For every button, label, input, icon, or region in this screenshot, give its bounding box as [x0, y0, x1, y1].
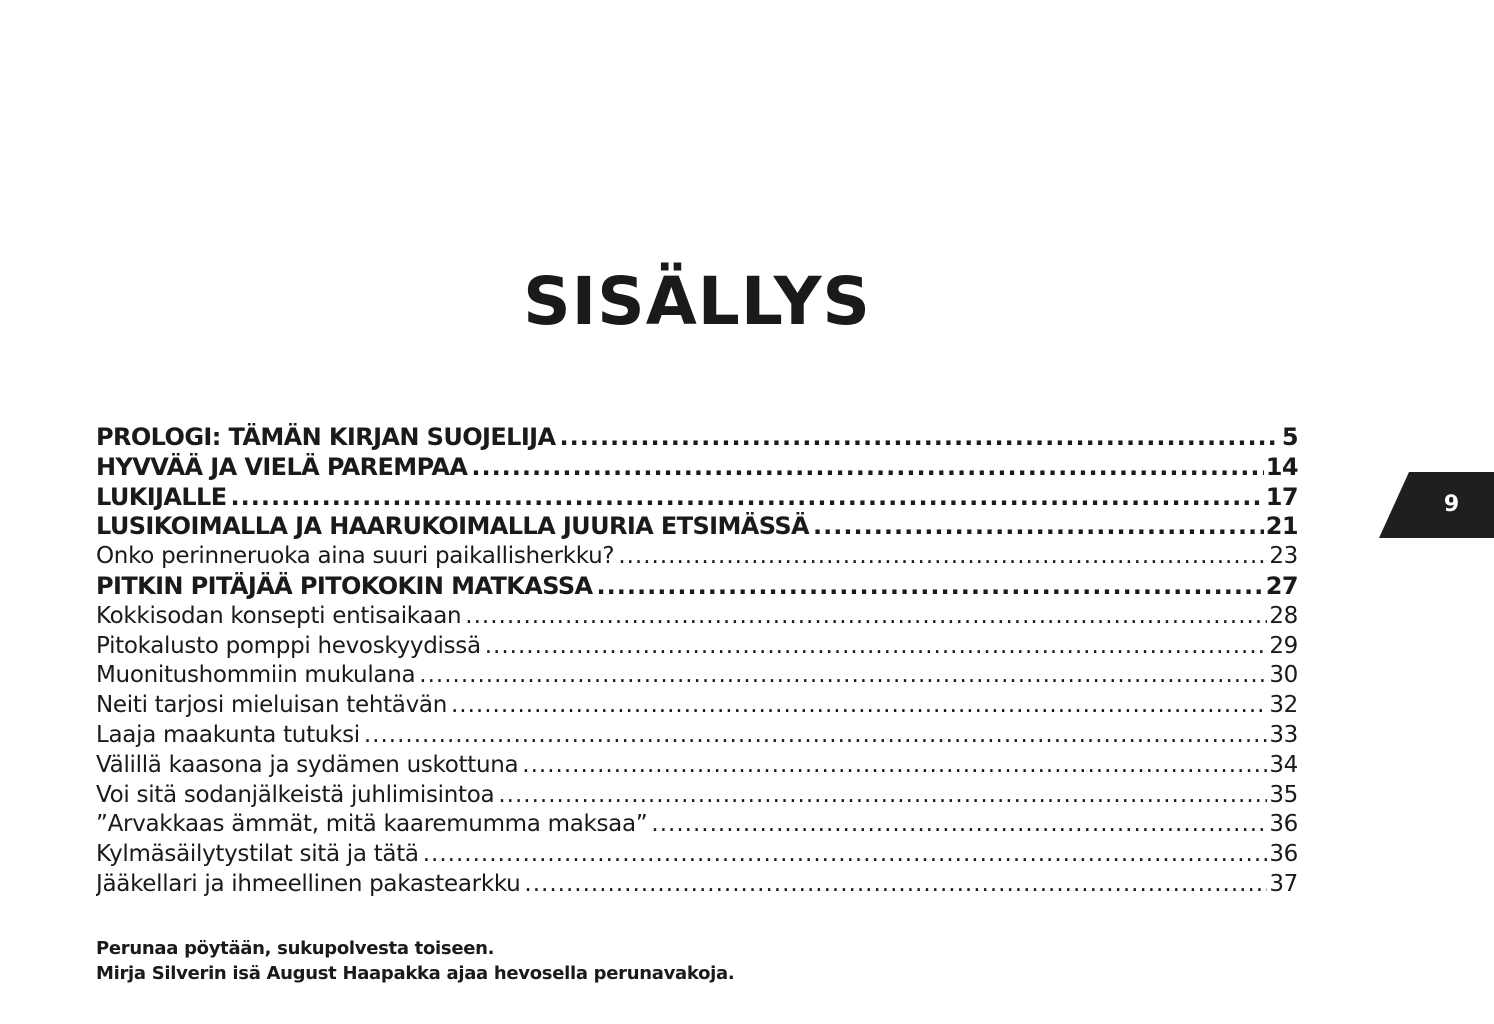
toc-entry-page-number: 36 — [1269, 811, 1298, 838]
toc-entry[interactable] — [96, 721, 1298, 751]
toc-dot-leader — [522, 751, 1267, 781]
toc-entry-title: Välillä kaasona ja sydämen uskottuna — [96, 751, 519, 778]
table-of-contents — [96, 423, 1298, 900]
photo-caption — [96, 936, 734, 986]
toc-entry-page-number: 14 — [1265, 452, 1298, 481]
toc-entry-page-number: 5 — [1281, 423, 1298, 451]
toc-dot-leader — [451, 691, 1267, 721]
toc-entry-title: Onko perinneruoka aina suuri paikallisherkku? — [96, 543, 615, 570]
toc-entry-page-number: 36 — [1269, 841, 1298, 868]
toc-dot-leader — [419, 661, 1267, 691]
toc-entry[interactable] — [96, 751, 1298, 781]
toc-entry[interactable] — [96, 453, 1298, 483]
toc-entry-page-number: 28 — [1269, 602, 1298, 629]
toc-entry-title: Jääkellari ja ihmeellinen pakastearkku — [96, 870, 521, 897]
toc-entry-page-number: 30 — [1269, 662, 1298, 689]
caption-line: Mirja Silverin isä August Haapakka ajaa hevosella perunavakoja. — [96, 963, 735, 984]
toc-dot-leader — [231, 483, 1264, 513]
toc-entry-title: Voi sitä sodanjälkeistä juhlimisintoa — [96, 781, 495, 808]
toc-entry[interactable] — [96, 661, 1298, 691]
toc-dot-leader — [559, 423, 1279, 453]
toc-entry-title: LUSIKOIMALLA JA HAARUKOIMALLA JUURIA ETSIMÄSSÄ — [96, 512, 810, 541]
toc-entry-page-number: 27 — [1265, 571, 1298, 600]
toc-entry[interactable] — [96, 512, 1298, 542]
page-number: 9 — [1443, 492, 1460, 517]
page-title: SISÄLLYS — [523, 263, 871, 340]
toc-entry-title: LUKIJALLE — [96, 482, 227, 511]
toc-dot-leader — [813, 512, 1264, 542]
toc-entry[interactable] — [96, 542, 1298, 572]
toc-entry[interactable] — [96, 423, 1298, 453]
toc-entry-title: Pitokalusto pomppi hevoskyydissä — [96, 632, 481, 659]
toc-entry[interactable] — [96, 602, 1298, 632]
toc-entry[interactable] — [96, 781, 1298, 811]
toc-entry-title: Kylmäsäilytystilat sitä ja tätä — [96, 841, 419, 868]
toc-entry-page-number: 23 — [1269, 543, 1298, 570]
toc-entry-title: PROLOGI: TÄMÄN KIRJAN SUOJELIJA — [96, 423, 556, 451]
toc-entry-page-number: 37 — [1269, 870, 1298, 897]
toc-entry-title: HYVVÄÄ JA VIELÄ PAREMPAA — [96, 452, 468, 481]
toc-dot-leader — [471, 453, 1263, 483]
toc-entry-title: PITKIN PITÄJÄÄ PITOKOKIN MATKASSA — [96, 571, 593, 600]
toc-dot-leader — [596, 572, 1263, 602]
toc-dot-leader — [498, 781, 1267, 811]
toc-entry-title: Laaja maakunta tutuksi — [96, 721, 360, 748]
toc-entry[interactable] — [96, 810, 1298, 840]
toc-entry-title: Kokkisodan konsepti entisaikaan — [96, 602, 462, 629]
toc-entry-page-number: 34 — [1269, 751, 1298, 778]
toc-entry-title: Neiti tarjosi mieluisan tehtävän — [96, 692, 447, 719]
toc-entry-page-number: 17 — [1265, 482, 1298, 511]
toc-entry[interactable] — [96, 840, 1298, 870]
toc-entry[interactable] — [96, 691, 1298, 721]
toc-entry-title: Muonitushommiin mukulana — [96, 662, 416, 689]
toc-dot-leader — [524, 870, 1267, 900]
toc-entry[interactable] — [96, 483, 1298, 513]
toc-dot-leader — [485, 632, 1268, 662]
toc-entry-page-number: 32 — [1269, 692, 1298, 719]
page-number-tab — [1379, 472, 1494, 538]
toc-entry-page-number: 35 — [1269, 781, 1298, 808]
toc-entry[interactable] — [96, 572, 1298, 602]
toc-dot-leader — [651, 810, 1267, 840]
toc-dot-leader — [465, 602, 1267, 632]
toc-dot-leader — [618, 542, 1267, 572]
toc-entry-title: ”Arvakkaas ämmät, mitä kaaremumma maksaa” — [96, 811, 648, 838]
toc-dot-leader — [364, 721, 1267, 751]
toc-entry[interactable] — [96, 632, 1298, 662]
toc-entry-page-number: 29 — [1269, 632, 1298, 659]
toc-dot-leader — [423, 840, 1268, 870]
toc-entry[interactable] — [96, 870, 1298, 900]
toc-entry-page-number: 33 — [1269, 721, 1298, 748]
caption-line: Perunaa pöytään, sukupolvesta toiseen. — [96, 938, 495, 959]
toc-entry-page-number: 21 — [1265, 512, 1298, 541]
